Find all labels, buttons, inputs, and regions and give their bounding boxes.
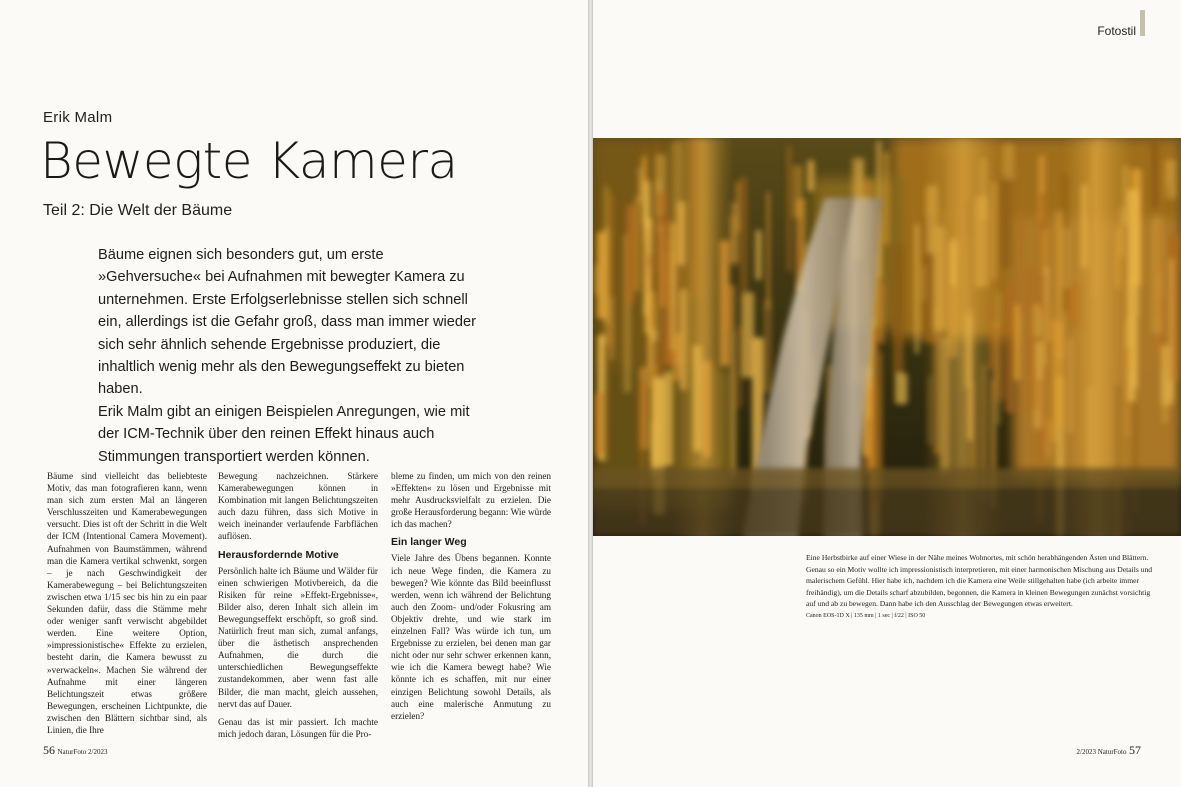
section-marker-bar [1140,10,1145,36]
body-paragraph: Persönlich halte ich Bäume und Wälder für einen schwierigen Motivbereich, da die Risiken für reine »Effekt-Ergebnisse«, Bilder also, deren Inhalt sich allein im Bewegungseffekt erschöpft, so groß sind. Natürlich freut man sich, zumal anfangs, über die ästhetisch ansprechenden Aufnahmen, die durch die unterschiedlichen Bewegungseffekte zustandekommen, aber wenn fast alle Bilder, die man macht, gleich aussehen, nervt das auf Dauer. [218,565,378,709]
subheading-herausfordernde-motive: Herausfordernde Motive [218,548,339,561]
body-column-2 [218,470,378,746]
article-subtitle: Teil 2: Die Welt der Bäume [43,202,233,219]
folio-left [43,743,107,758]
author-name: Erik Malm [43,109,113,126]
folio-right [1077,743,1141,758]
subheading-ein-langer-weg: Ein langer Weg [391,536,467,549]
body-paragraph: Genau das ist mir passiert. Ich machte mich jedoch daran, Lösungen für die Pro- [218,716,378,739]
lead-text-1: Bäume eignen sich besonders gut, um erste »Gehversuche« bei Aufnahmen mit bewegter Kamera zu unternehmen. Erste Erfolgserlebnisse stellen sich schnell ein, allerdings ist die Gefahr groß, dass man immer wieder sich sehr ähnlich sehende Ergebnisse produziert, die inhaltlich wenig mehr als den Bewegungseffekt zu bieten haben. [98,247,476,398]
caption-text: Eine Herbstbirke auf einer Wiese in der Nähe meines Wohnortes, mit schön herabhängenden Ästen und Blättern. Genau so ein Motiv wollte ich impressionistisch interpretieren, mit einer harmonischen Mischung aus Details und malerischem Gefühl. Hier habe ich, nachdem ich die Kamera eine Weile stillgehalten habe (ich arbeite immer freihändig), um die Details scharf abzubilden, begonnen, die Kamera in kleinen Bewegungen zunächst vorsichtig auf und ab zu bewegen. Dann habe ich den Ausschlag der Bewegungen etwas erweitert. [806,553,1153,609]
camera-settings: Canon EOS-1D X | 135 mm | 1 sec | f/22 | ISO 50 [806,612,926,619]
lead-text-2: Erik Malm gibt an einigen Beispielen Anregungen, wie mit der ICM-Technik über den reinen Effekt hinaus auch Stimmungen transportiert werden können. [98,403,470,465]
body-paragraph: Bewegung nachzeichnen. Stärkere Kamerabewegungen können in Kombination mit langen Belichtungszeiten auch dazu führen, dass sich Motive in weich ineinander verlaufende Farbflächen auflösen. [218,471,378,542]
right-page [593,0,1181,787]
article-title: Bewegte Kamera [40,132,458,190]
magazine-name: 2/2023 NaturFoto [1076,748,1127,756]
body-column-1 [47,470,207,742]
magazine-name: NaturFoto 2/2023 [57,748,108,756]
page-number: 56 [43,743,55,757]
body-paragraph: bleme zu finden, um mich von den reinen »Effekten« zu lösen und Ergebnisse mit mehr Ausdrucksvielfalt zu erzielen. Die große Herausforderung begann: Wie würde ich das machen? [391,471,551,530]
photo-caption [806,552,1158,623]
page-number: 57 [1129,743,1141,757]
left-page [0,0,588,787]
body-paragraph: Viele Jahre des Übens begannen. Konnte ich neue Wege finden, die Kamera zu bewegen? Wie könnte das Bild beeinflusst werden, wenn ich während der Belichtung auch den Zoom- und/oder Fokusring am Objektiv drehte, und wie stark im einzelnen Fall? Was würde ich tun, um Ergebnisse zu erzielen, bei denen man gar nicht oder nur sehr schwer erkennen kann, wie ich die Kamera bewegt habe? Wie könnte ich es schaffen, mit nur einer einzigen Belichtung sowohl Details, als auch eine malerische Anmutung zu erzielen? [391,553,551,721]
birch-tree-photo [593,138,1181,536]
body-paragraph: Bäume sind vielleicht das beliebteste Motiv, das man fotografieren kann, wenn man sich zum ersten Mal an längeren Verschlusszeiten und Kamerabewegungen versucht. Dies ist oft der Schritt in die Welt der ICM (Intentional Camera Movement). Aufnahmen von Baumstämmen, während man die Kamera vertikal schwenkt, sorgen – je nach Geschwindigkeit der Kamerabewegung – bei Belichtungszeiten zwischen etwa 1/15 sec bis hin zu ein paar Sekunden dafür, dass die Stämme mehr oder weniger sanft verwischt abgebildet werden. Eine weitere Option, »impressionistische« Effekte zu erzielen, besteht darin, die Kamera bewusst zu »verwackeln«. Machen Sie während der Aufnahme mit einer längeren Belichtungszeit etwas größere Bewegungen, erscheinen Lichtpunkte, die zwischen den Blättern sichtbar sind, als Linien, die Ihre [47,471,207,735]
section-label: Fotostil [1097,24,1136,38]
birch-tree-photo-illustration [593,138,1181,536]
body-column-3 [391,470,551,728]
lead-paragraph [98,244,483,468]
